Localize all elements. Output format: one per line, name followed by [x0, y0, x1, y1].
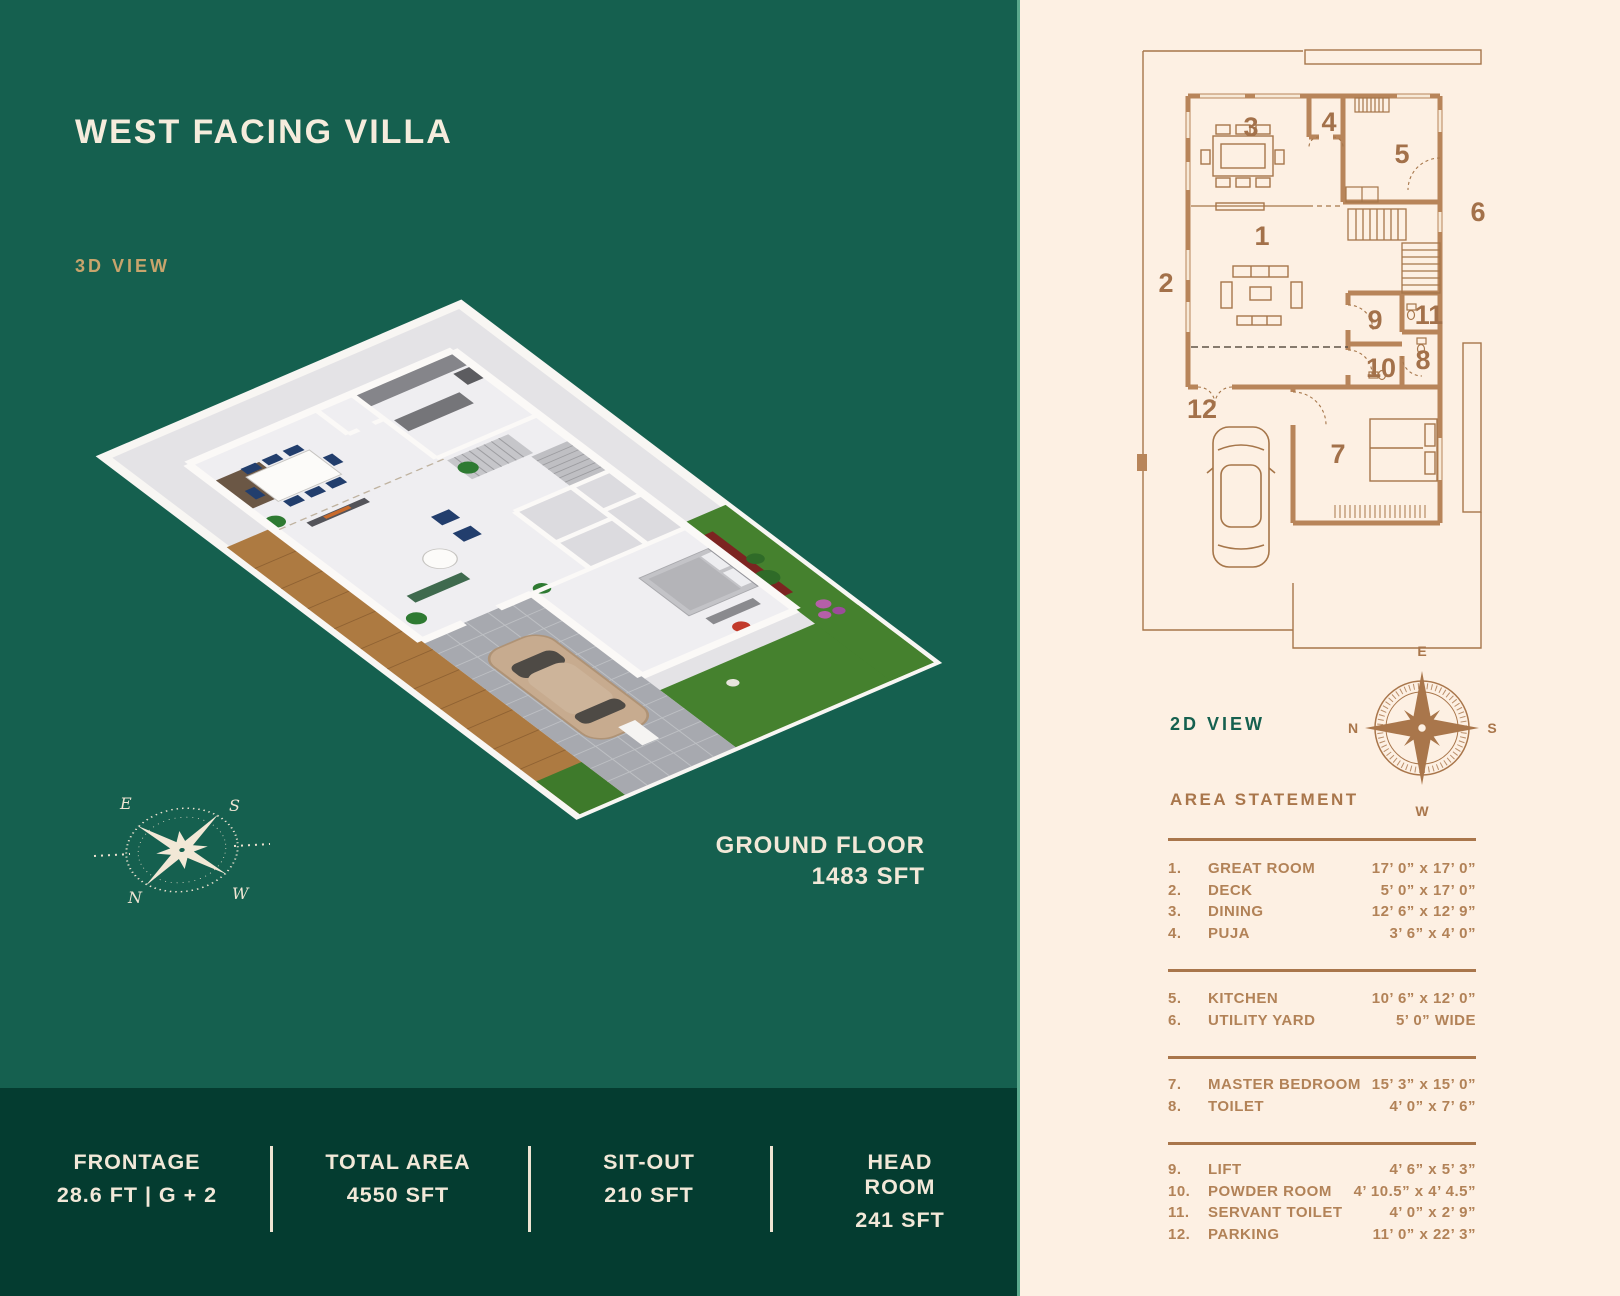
rule	[1168, 969, 1476, 972]
page-title: WEST FACING VILLA	[75, 112, 453, 151]
area-row: 4. PUJA 3’ 6” x 4’ 0”	[1168, 924, 1476, 942]
room-number-powder-room: 10	[1365, 353, 1397, 383]
area-group-1	[1168, 860, 1476, 946]
area-row: 9. LIFT 4’ 6” x 5’ 3”	[1168, 1161, 1476, 1178]
room-number-parking: 12	[1186, 394, 1218, 424]
rule	[1168, 1142, 1476, 1145]
area-row: 2. DECK 5’ 0” x 17’ 0”	[1168, 881, 1476, 899]
room-number-utility-yard: 6	[1470, 197, 1486, 227]
car-2d	[1207, 427, 1275, 567]
room-number-puja: 4	[1321, 107, 1337, 137]
stat-total-area: TOTAL AREA 4550 SFT	[325, 1150, 471, 1207]
kitchen-2d	[1346, 98, 1389, 202]
3d-view-label: 3D VIEW	[75, 256, 171, 276]
compass3d-north-label: N	[128, 888, 142, 907]
gate-post	[1137, 454, 1147, 471]
compass-rose-2d	[1338, 638, 1508, 823]
room-number-servant-toilet: 11	[1414, 300, 1444, 330]
stats-divider	[770, 1146, 773, 1232]
area-row: 3. DINING 12’ 6” x 12’ 9”	[1168, 903, 1476, 920]
area-group-3	[1168, 1076, 1476, 1119]
compass2d-north-label: N	[1347, 720, 1359, 736]
area-row: 12. PARKING 11’ 0” x 22’ 3”	[1168, 1225, 1476, 1243]
bedroom-window-hatch	[1335, 505, 1425, 518]
compass-rose-3d	[92, 782, 277, 922]
compass3d-west-label: W	[232, 884, 249, 903]
compass2d-west-label: W	[1415, 803, 1429, 819]
compass3d-south-label: S	[229, 796, 240, 815]
compass3d-east-label: E	[120, 794, 132, 813]
room-number-toilet: 8	[1415, 345, 1431, 375]
stat-sit-out: SIT-OUT 210 SFT	[603, 1150, 695, 1207]
ground-floor-label: GROUND FLOOR	[715, 832, 925, 859]
rule	[1168, 838, 1476, 841]
room-number-great-room: 1	[1254, 221, 1270, 251]
area-row: 1. GREAT ROOM 17’ 0” x 17’ 0”	[1168, 860, 1476, 877]
rule	[1168, 1056, 1476, 1059]
area-row: 10. POWDER ROOM 4’ 10.5” x 4’ 4.5”	[1168, 1182, 1476, 1200]
room-number-lift: 9	[1367, 305, 1383, 335]
right-panel-2d	[1020, 0, 1620, 1296]
compass2d-east-label: E	[1417, 643, 1427, 659]
room-number-master-bedroom: 7	[1330, 439, 1346, 469]
area-group-2	[1168, 990, 1476, 1033]
room-number-dining: 3	[1243, 112, 1259, 142]
stats-divider	[528, 1146, 531, 1232]
ground-floor-caption	[716, 830, 925, 892]
area-row: 11. SERVANT TOILET 4’ 0” x 2’ 9”	[1168, 1204, 1476, 1221]
stat-head-room: HEAD ROOM 241 SFT	[855, 1150, 945, 1232]
2d-view-label: 2D VIEW	[1170, 714, 1266, 734]
stats-divider	[270, 1146, 273, 1232]
room-number-deck: 2	[1158, 268, 1174, 298]
area-row: 5. KITCHEN 10’ 6” x 12’ 0”	[1168, 990, 1476, 1007]
2d-floor-plan	[1085, 40, 1495, 650]
area-row: 8. TOILET 4’ 0” x 7’ 6”	[1168, 1097, 1476, 1115]
compass2d-south-label: S	[1487, 720, 1497, 736]
bed-2d	[1370, 419, 1437, 481]
area-row: 7. MASTER BEDROOM 15’ 3” x 15’ 0”	[1168, 1076, 1476, 1093]
area-group-4	[1168, 1161, 1476, 1247]
area-statement-heading: AREA STATEMENT	[1170, 790, 1359, 809]
area-row: 6. UTILITY YARD 5’ 0” WIDE	[1168, 1011, 1476, 1029]
room-number-kitchen: 5	[1394, 139, 1410, 169]
staircase-2d	[1348, 209, 1440, 293]
ground-floor-area: 1483 SFT	[811, 863, 925, 890]
stat-frontage: FRONTAGE 28.6 FT | G + 2	[56, 1150, 218, 1207]
stats-bar	[0, 1088, 1020, 1296]
